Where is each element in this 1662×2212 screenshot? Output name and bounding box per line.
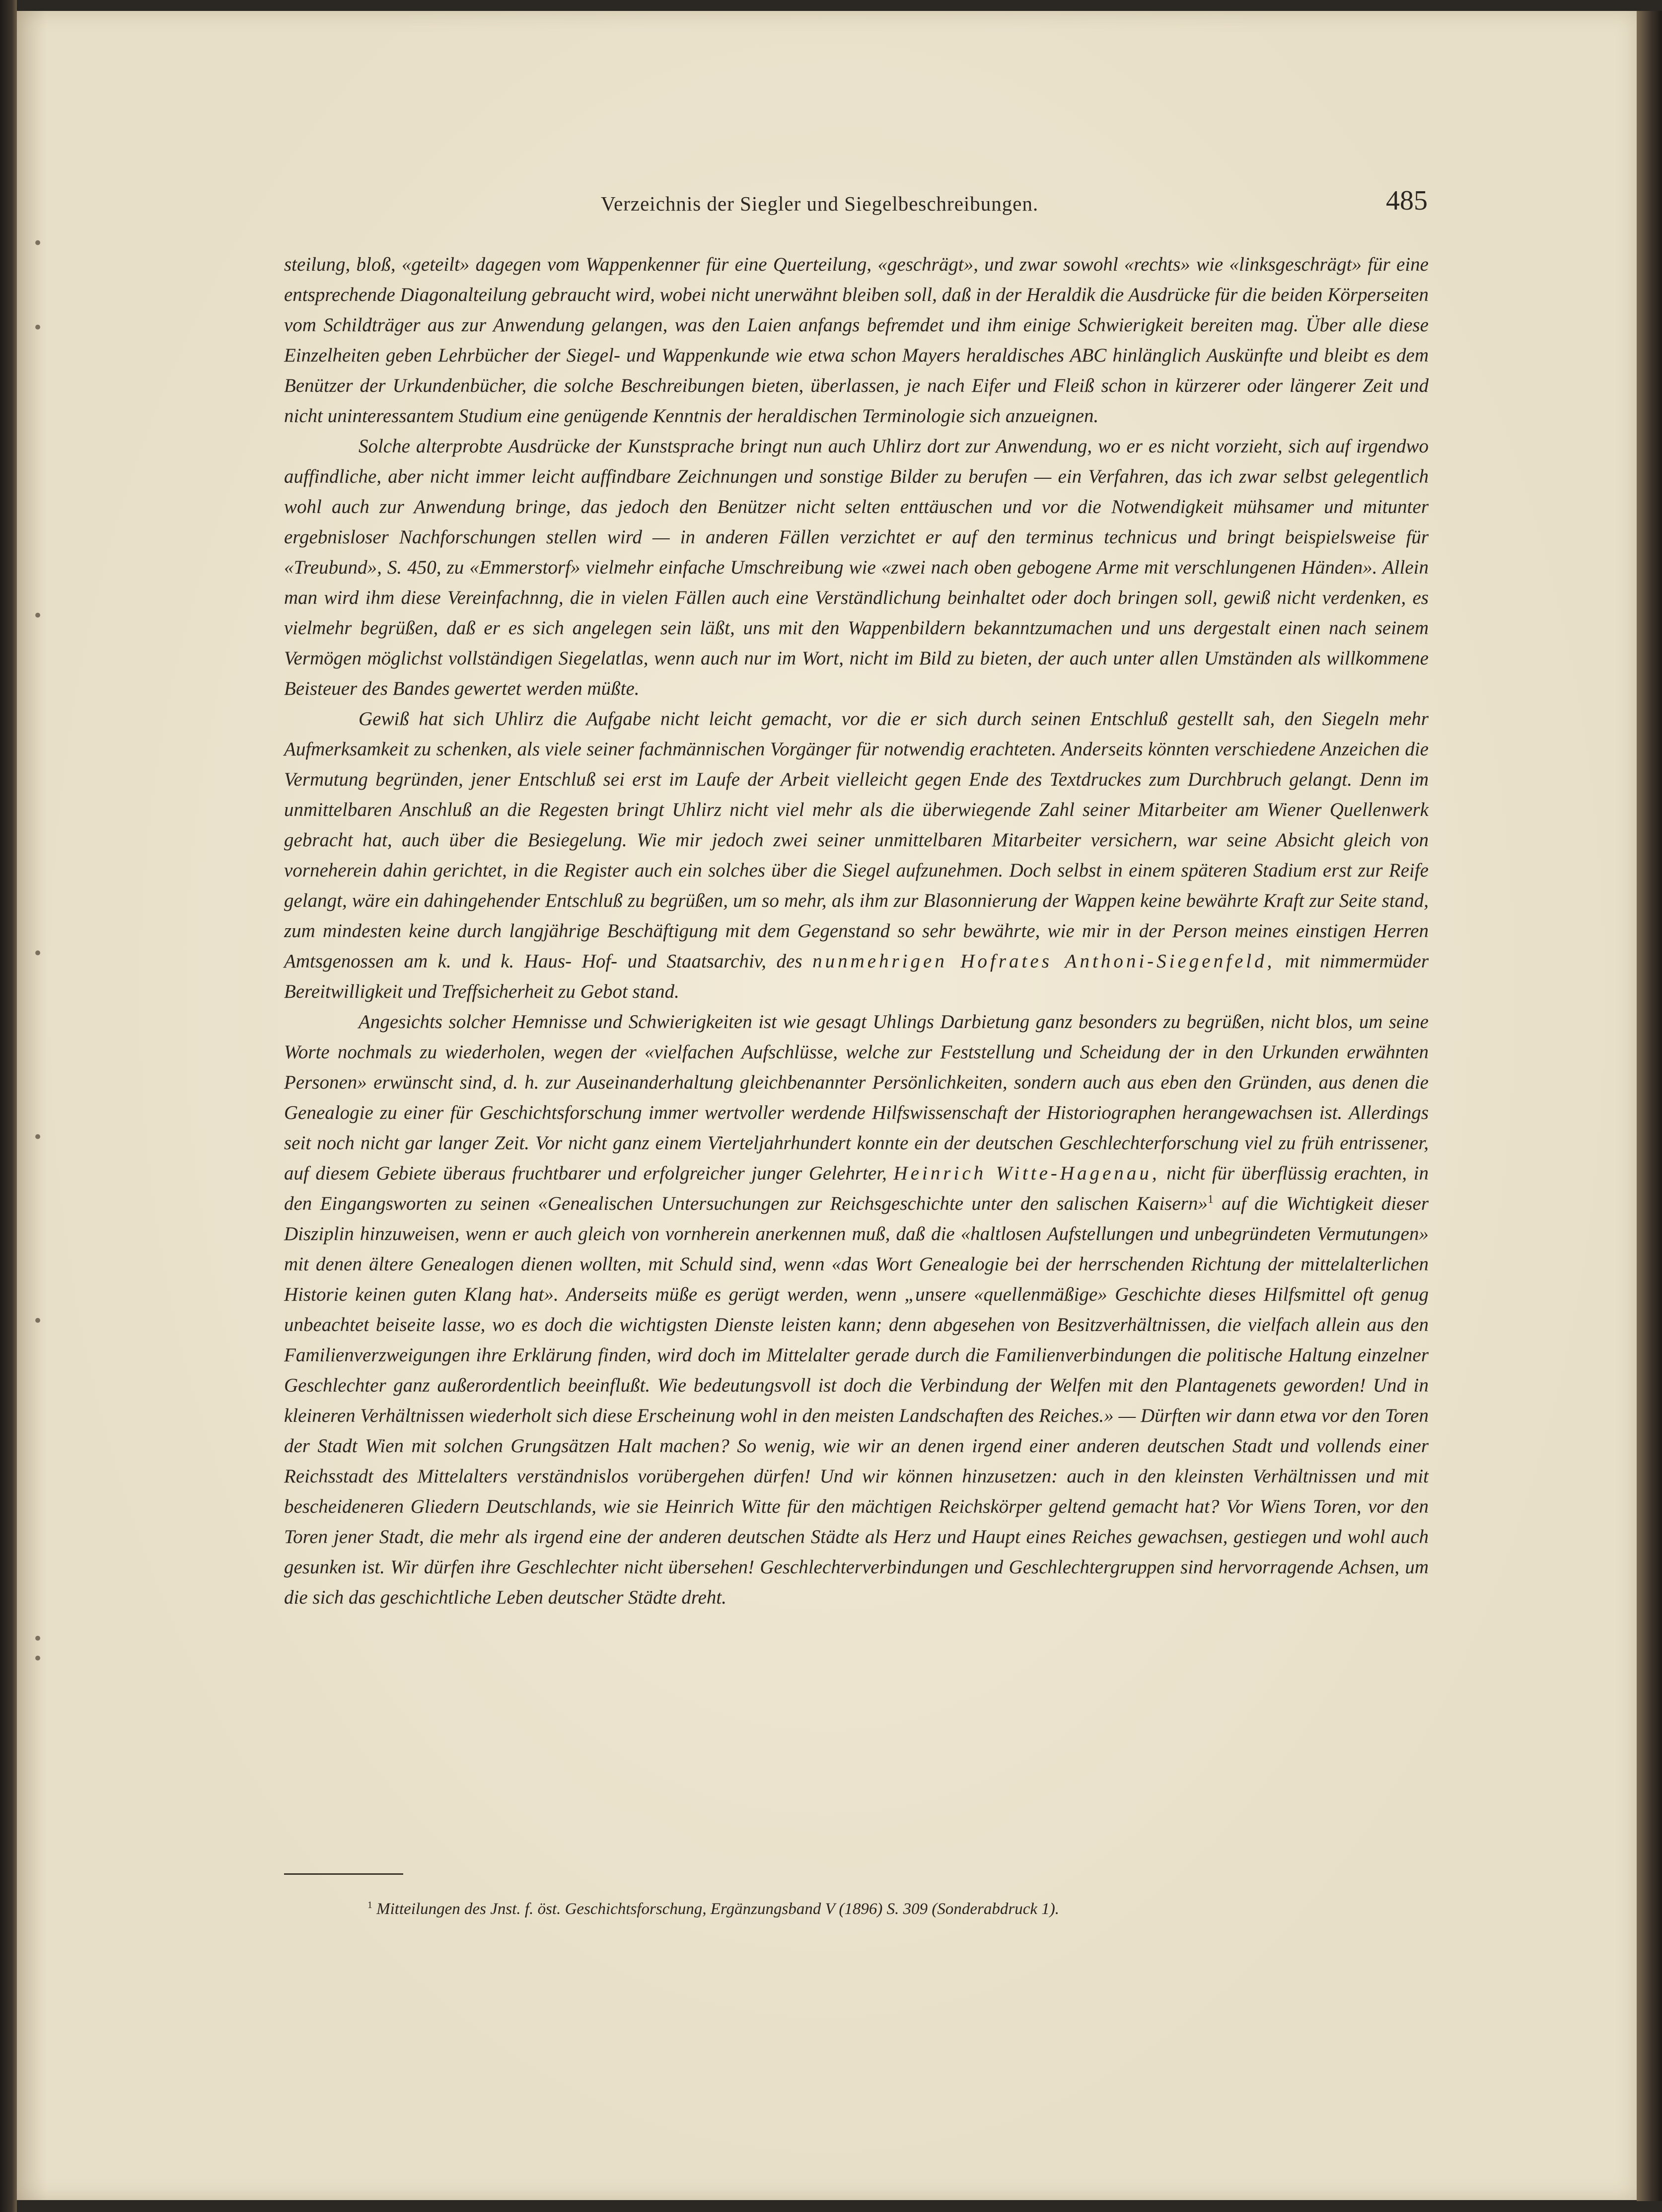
margin-mark: •	[33, 1311, 43, 1331]
spaced-name-anthoni: nunmehrigen Hofrates Anthoni-Siegenfeld,	[812, 951, 1275, 972]
margin-mark: •	[33, 1649, 43, 1669]
paragraph-1: steilung, bloß, «geteilt» dagegen vom Wappenkenner für eine Querteilung, «geschrägt», und zwar sowohl «rechts» wie «linksgeschrägt» für eine entsprechende Diagonalteilung gebraucht wird, wobei nicht unerwähnt bleiben soll, daß in der Heraldik die Ausdrücke für die beiden Körperseiten vom Schildträger aus zur Anwendung gelangen, was den Laien anfangs befremdet und ihm einige Schwierigkeit bereiten mag. Über alle diese Einzelheiten geben Lehrbücher der Siegel- und Wappenkunde wie etwa schon Mayers heraldisches ABC hinlänglich Auskünfte und bleibt es dem Benützer der Urkundenbücher, die solche Beschreibungen bieten, überlassen, je nach Eifer und Fleiß schon in kürzerer oder längerer Zeit und nicht uninteressantem Studium eine genügende Kenntnis der heraldischen Terminologie sich anzueignen.	[284, 254, 1429, 427]
paragraph-4-text-c: auf die Wichtigkeit dieser Disziplin hinzuweisen, wenn er auch gleich von vornherein anerkennen muß, daß die «haltlosen Aufstellungen und unbegründeten Vermutungen» mit denen ältere Genealogen dienen wollten, mit Schuld sind, wenn «das Wort Genealogie bei der herrschenden Richtung der mittelalterlichen Historie keinen guten Klang hat». Anderseits müße es gerügt werden, wenn „unsere «quellenmäßige» Geschichte dieses Hilfsmittel oft genug unbeachtet beiseite lasse, wo es doch die wichtigsten Dienste leisten kann; denn abgesehen von Besitzverhältnissen, die vielfach allein aus den Familienverzweigungen ihre Erklärung finden, wird doch im Mittelalter gerade durch die Familienverbindungen die politische Haltung einzelner Geschlechter ganz außerordentlich beeinflußt. Wie bedeutungsvoll ist doch die Verbindung der Welfen mit den Plantagenets geworden! Und in kleineren Verhältnissen wiederholt sich diese Erscheinung wohl in den meisten Landschaften des Reiches.» — Dürften wir dann etwa vor den Toren der Stadt Wien mit solchen Grungsätzen Halt machen? So wenig, wie wir an denen irgend einer anderen deutschen Stadt und vollends einer Reichsstadt des Mittelalters verständnislos vorübergehen dürfen! Und wir können hinzusetzen: auch in den kleinsten Verhältnissen und mit bescheideneren Gliedern Deutschlands, wie sie Heinrich Witte für den mächtigen Reichskörper geltend gemacht hat? Vor Wiens Toren, vor den Toren jener Stadt, die mehr als irgend eine der anderen deutschen Städte als Herz und Haupt eines Reiches gewachsen, gestiegen und wohl auch gesunken ist. Wir dürfen ihre Geschlechter nicht übersehen! Geschlechterverbindungen und Geschlechtergruppen sind hervorragende Achsen, um die sich das geschichtliche Leben deutscher Städte dreht.	[284, 1193, 1429, 1608]
paragraph-2: Solche alterprobte Ausdrücke der Kunstsprache bringt nun auch Uhlirz dort zur Anwendung, wo er es nicht vorzieht, sich auf irgendwo auffindliche, aber nicht immer leicht auffindbare Zeichnungen und sonstige Bilder zu berufen — ein Verfahren, das ich zwar selbst gelegentlich wohl auch zur Anwendung bringe, das jedoch den Benützer nicht selten enttäuschen und vor die Notwendigkeit mühsamer und mitunter ergebnisloser Nachforschungen stellen wird — in anderen Fällen verzichtet er auf den terminus technicus und bringt beispielsweise für «Treubund», S. 450, zu «Emmerstorf» vielmehr einfache Umschreibung wie «zwei nach oben gebogene Arme mit verschlungenen Händen». Allein man wird ihm diese Vereinfachnng, die in vielen Fällen auch eine Verständlichung beinhaltet oder doch bringen soll, gewiß nicht verdenken, es vielmehr begrüßen, daß er es sich angelegen sein läßt, uns mit den Wappenbildern bekanntzumachen und uns dergestalt einen nach seinem Vermögen möglichst vollständigen Siegelatlas, wenn auch nur im Wort, nicht im Bild zu bieten, der auch unter allen Umständen als willkommene Beisteuer des Bandes gewertet werden müßte.	[284, 436, 1429, 699]
footnote-rule	[284, 1873, 403, 1875]
page-edge	[1637, 11, 1662, 2201]
paragraph-4	[284, 1007, 1429, 1613]
running-header	[601, 185, 1428, 229]
margin-mark: •	[33, 944, 43, 963]
body-text	[284, 249, 1429, 1613]
spaced-name-witte: Heinrich Witte-Hagenau,	[893, 1163, 1160, 1184]
footnote-reference: 1	[1207, 1193, 1214, 1206]
margin-mark: •	[33, 606, 43, 626]
margin-mark: •	[33, 233, 43, 253]
paragraph-3	[284, 704, 1429, 1007]
margin-mark: •	[33, 1629, 43, 1649]
book-binding	[0, 0, 17, 2212]
footnote-marker: 1	[367, 1900, 372, 1911]
paragraph-3-text-b: mit nimmermüder Bereitwilligkeit und Treffsicherheit zu Gebot stand.	[284, 951, 1429, 1002]
page-number: 485	[1386, 185, 1428, 216]
paragraph-3-text-a: Gewiß hat sich Uhlirz die Aufgabe nicht leicht gemacht, vor die er sich durch seinen Entschluß gestellt sah, den Siegeln mehr Aufmerksamkeit zu schenken, als viele seiner fachmännischen Vorgänger für notwendig erachteten. Anderseits könnten verschiedene Anzeichen die Vermutung begründen, jener Entschluß sei erst im Laufe der Arbeit vielleicht gegen Ende des Textdruckes zum Durchbruch gelangt. Denn im unmittelbaren Anschluß an die Regesten bringt Uhlirz nicht viel mehr als die überwiegende Zahl seiner Mitarbeiter am Wiener Quellenwerk gebracht hat, auch über die Besiegelung. Wie mir jedoch zwei seiner unmittelbaren Mitarbeiter versichern, war seine Absicht gleich von vorneherein dahin gerichtet, in die Register auch ein solches über die Siegel aufzunehmen. Doch selbst in einem späteren Stadium erst zur Reife gelangt, wäre ein dahingehender Entschluß zu begrüßen, um so mehr, als ihm zur Blasonnierung der Wappen keine bewährte Kraft zur Seite stand, zum mindesten keine durch langjährige Beschäftigung mit dem Gegenstand so sehr bewährte, wie mir in der Person meines einstigen Herren Amtsgenossen am k. und k. Haus- Hof- und Staatsarchiv, des	[284, 708, 1429, 972]
paragraph-4-text-a: Angesichts solcher Hemnisse und Schwierigkeiten ist wie gesagt Uhlings Darbietung ganz besonders zu begrüßen, nicht blos, um seine Worte nochmals zu wiederholen, wegen der «vielfachen Aufschlüsse, welche zur Feststellung und Scheidung der in den Urkunden erwähnten Personen» erwünscht sind, d. h. zur Auseinanderhaltung gleichbenannter Persönlichkeiten, sondern auch aus eben den Gründen, aus denen die Genealogie zu einer für Geschichtsforschung immer wertvoller werdende Hilfswissenschaft der Historiographen herangewachsen ist. Allerdings seit noch nicht gar langer Zeit. Vor nicht ganz einem Vierteljahrhundert konnte ein der deutschen Geschlechterforschung viel zu früh entrissener, auf diesem Gebiete überaus fruchtbarer und erfolgreicher junger Gelehrter,	[284, 1011, 1429, 1184]
margin-mark: •	[33, 1127, 43, 1147]
running-title: Verzeichnis der Siegler und Siegelbeschreibungen.	[601, 192, 1039, 215]
footnote-text: Mitteilungen des Jnst. f. öst. Geschichtsforschung, Ergänzungsband V (1896) S. 309 (Sonderabdruck 1).	[376, 1900, 1059, 1918]
footnote	[367, 1898, 1410, 1920]
paragraph-4-text-b: nicht für überflüssig erachten, in den Eingangsworten zu seinen «Genealischen Untersuchungen zur Reichsgeschichte unter den salischen Kaisern»	[284, 1163, 1429, 1214]
margin-mark: •	[33, 318, 43, 338]
